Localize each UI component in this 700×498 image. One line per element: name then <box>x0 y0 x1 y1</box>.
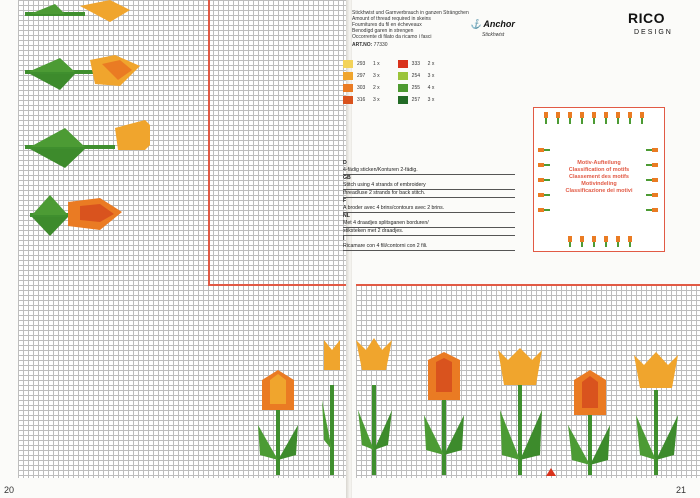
motif-title: Classement des motifs <box>569 174 629 180</box>
color-swatch <box>398 60 408 68</box>
info-line: Fournitures du fil en écheveaux <box>352 22 422 28</box>
lang-code: F <box>343 198 347 204</box>
instruction-line: Met 4 draadjes splitsganen borduren/ <box>343 220 515 228</box>
tulip-upright-6 <box>568 370 610 475</box>
instruction-line: Ricamare con 4 fili/contorni con 2 fili. <box>343 243 515 251</box>
instruction-line: A broder avec 4 brins/contours avec 2 brins. <box>343 205 515 213</box>
tulip-row-right-bottom <box>352 330 700 478</box>
red-outline-left-h <box>208 284 348 286</box>
color-swatch <box>398 72 408 80</box>
color-column-2 <box>398 58 435 106</box>
color-column-1 <box>343 58 380 106</box>
color-swatch <box>398 96 408 104</box>
article-number: ART.NO: 77330 <box>352 42 388 48</box>
color-swatch <box>343 72 353 80</box>
stitch-instructions <box>343 160 515 251</box>
page-number-left: 20 <box>4 485 15 495</box>
tulip-side-1 <box>25 0 130 22</box>
color-row: 293 1 x <box>343 58 380 70</box>
motif-title: Classification of motifs <box>568 167 630 173</box>
instruction-line: 4-fädig sticken/Konturen 2-fädig. <box>343 167 515 175</box>
color-swatch <box>343 96 353 104</box>
tulip-side-4 <box>30 195 122 236</box>
anchor-logo: ⚓ Anchor <box>470 19 515 29</box>
tulip-upright-1 <box>258 370 298 475</box>
color-swatch <box>343 84 353 92</box>
color-row: 303 2 x <box>343 82 380 94</box>
lang-code: I <box>343 236 345 242</box>
rico-design: DESIGN <box>634 29 673 36</box>
color-swatch <box>343 60 353 68</box>
tulip-upright-5 <box>498 348 542 475</box>
color-row: 257 3 x <box>398 94 435 106</box>
instruction-line: stiksteken met 2 draadjes. <box>343 228 515 236</box>
instruction-line: Stitch using 4 strands of embroidery <box>343 182 515 190</box>
motif-title: Motiv-Aufteilung <box>577 160 621 166</box>
page-number-right: 21 <box>675 485 686 495</box>
red-outline-right-h <box>356 284 700 286</box>
info-line: Occorrente di filato da ricamo i fasci <box>352 34 432 40</box>
tulip-upright-3 <box>356 338 392 475</box>
lang-code: D <box>343 160 347 166</box>
tulip-upright-7 <box>634 352 678 475</box>
motif-title: Motivindeling <box>581 181 617 187</box>
color-row: 297 3 x <box>343 70 380 82</box>
color-swatch <box>398 84 408 92</box>
motif-classification-box <box>533 107 665 252</box>
anchor-logo-sub: Stickhwist <box>482 32 505 38</box>
info-line: Benodigd garen in strengen <box>352 28 414 34</box>
tulip-side-2 <box>25 55 140 90</box>
color-row: 255 4 x <box>398 82 435 94</box>
color-row: 333 2 x <box>398 58 435 70</box>
lang-code: GB <box>343 175 351 181</box>
tulip-side-3 <box>25 120 150 168</box>
lang-code: NL <box>343 213 350 219</box>
left-page <box>0 0 348 498</box>
color-row: 316 3 x <box>343 94 380 106</box>
instruction-line: thread/use 2 strands for back stitch. <box>343 190 515 198</box>
tulip-row-left <box>20 0 150 250</box>
color-key <box>343 58 434 106</box>
info-line: Amount of thread required in skeins <box>352 16 431 22</box>
tulip-row-left-bottom <box>250 330 348 475</box>
red-outline-left <box>208 0 210 286</box>
tulip-upright-4 <box>424 352 464 475</box>
motif-title: Classificazione dei motivi <box>565 188 633 194</box>
rico-logo: RICO <box>628 10 665 26</box>
info-line: Stickhwist und Garnverbrauch in ganzen Strängchen <box>352 10 469 16</box>
motif-titles <box>556 160 642 195</box>
tulip-upright-2 <box>322 340 340 475</box>
color-row: 254 3 x <box>398 70 435 82</box>
